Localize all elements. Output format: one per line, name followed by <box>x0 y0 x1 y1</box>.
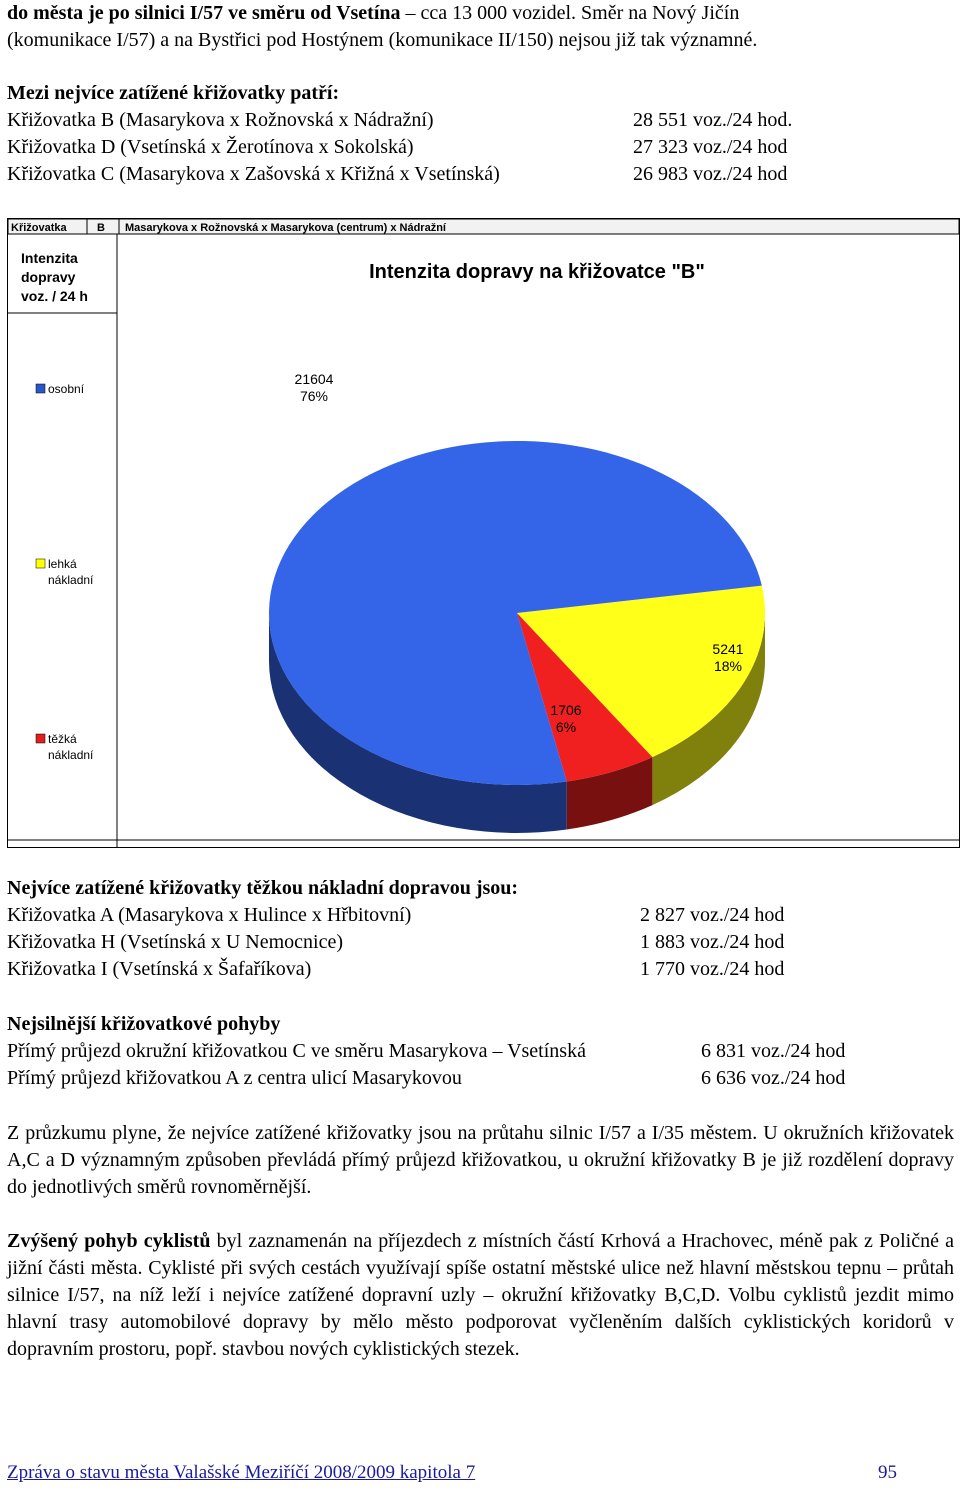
cyclists-paragraph <box>7 1228 954 1363</box>
legend-label: lehká <box>48 557 77 571</box>
page-footer <box>7 1462 897 1488</box>
data-label-value: 21604 <box>294 371 334 387</box>
chart-title: Intenzita dopravy na křižovatce "B" <box>369 261 705 283</box>
movements-heading: Nejsilnější křižovatkové pohyby <box>7 1013 281 1035</box>
data-label-percent: 6% <box>555 719 577 735</box>
chart-header-streets: Masarykova x Rožnovská x Masarykova (centrum) x Nádražní <box>125 222 446 234</box>
data-label-percent: 18% <box>713 658 743 674</box>
busiest-heading: Mezi nejvíce zatížené křižovatky patří: <box>7 82 340 104</box>
cyclists-bold: Zvýšený pohyb cyklistů <box>7 1230 211 1252</box>
data-label-value: 1706 <box>550 702 582 718</box>
list-item: Křižovatka D (Vsetínská x Žerotínova x Sokolská) 27 323 voz./24 hod <box>7 136 788 158</box>
list-item: Křižovatka H (Vsetínská x U Nemocnice) 1 883 voz./24 hod <box>7 931 785 953</box>
legend-swatch <box>36 559 45 568</box>
heavy-heading: Nejvíce zatížené křižovatky těžkou nákladní dopravou jsou: <box>7 877 519 899</box>
legend-swatch <box>36 384 45 393</box>
legend-label: těžká <box>48 732 77 746</box>
chart-header-code: B <box>97 222 105 234</box>
intro-rest: – cca 13 000 vozidel. Směr na Nový Jičín <box>400 2 740 24</box>
intro-paragraph <box>7 0 954 54</box>
list-item: Přímý průjezd křižovatkou A z centra ulicí Masarykovou 6 636 voz./24 hod <box>7 1067 846 1089</box>
pie-plot <box>269 441 765 833</box>
summary-paragraph: Z průzkumu plyne, že nejvíce zatížené křižovatky jsou na průtahu silnic I/57 a I/35 městem. U okružních křižovatek A,C a D významným způsoben převládá přímý průjezd křižovatkou, u okružní křižovatky B je již rozdělení dopravy do jednotlivých směrů rovnoměrnější. <box>7 1122 954 1198</box>
movements-section <box>7 1011 954 1092</box>
legend-label: nákladní <box>48 573 94 587</box>
intro-bold: do města je po silnici I/57 ve směru od Vsetína <box>7 2 401 24</box>
list-item: Křižovatka I (Vsetínská x Šafaříkova) 1 770 voz./24 hod <box>7 958 785 980</box>
busiest-section <box>7 80 954 188</box>
list-item: Křižovatka A (Masarykova x Hulince x Hřbitovní) 2 827 voz./24 hod <box>7 904 785 926</box>
legend-label: nákladní <box>48 748 94 762</box>
list-item: Křižovatka C (Masarykova x Zašovská x Křižná x Vsetínská) 26 983 voz./24 hod <box>7 163 788 185</box>
data-label-percent: 76% <box>299 388 329 404</box>
page-number: 95 <box>878 1462 897 1483</box>
heavy-section <box>7 875 954 983</box>
legend-label: osobní <box>48 382 85 396</box>
cyclists-text: byl zaznamenán na příjezdech z místních částí Krhová a Hrachovec, méně pak z Poličné a jižní části města. Cyklisté při svých cestách využívají spíše ostatní městské ulice než hlavní městskou tepnu – průtah silnice I/57, na níž leží i nejvíce zatížené dopravní uzly – okružní křižovatky B,C,D. Volbu cyklistů jezdit mimo hlavní trasy automobilové dopravy by mělo město podporovat vyčleněním dalších cyklistických koridorů v dopravním prostoru, popř. stavbou nových cyklistických stezek. <box>7 1230 954 1360</box>
pie-chart-figure <box>7 218 960 848</box>
data-label-value: 5241 <box>712 641 744 657</box>
intro-line2: (komunikace I/57) a na Bystřici pod Hostýnem (komunikace II/150) nejsou již tak významné. <box>7 29 758 51</box>
chart-header-label: Křižovatka <box>11 222 67 234</box>
list-item: Křižovatka B (Masarykova x Rožnovská x Nádražní) 28 551 voz./24 hod. <box>7 109 793 131</box>
side-title: Intenzita dopravy voz. / 24 h <box>21 250 88 304</box>
legend-swatch <box>36 734 45 743</box>
footer-title: Zpráva o stavu města Valašské Meziříčí 2008/2009 kapitola 7 <box>7 1462 476 1483</box>
list-item: Přímý průjezd okružní křižovatkou C ve směru Masarykova – Vsetínská 6 831 voz./24 hod <box>7 1040 846 1062</box>
